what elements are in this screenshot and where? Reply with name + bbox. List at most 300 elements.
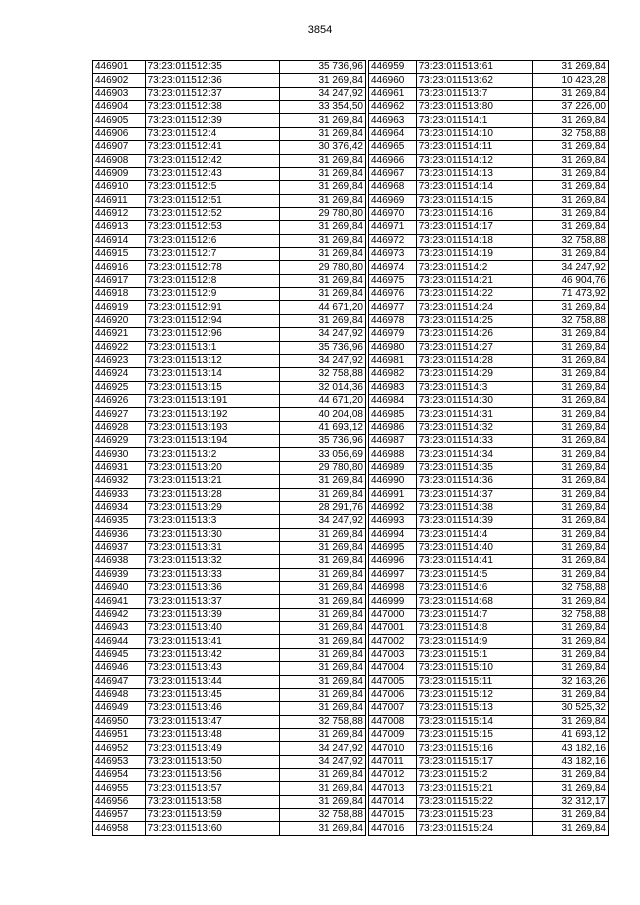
row-number-cell: 446923 [93,354,146,367]
cadastral-number-cell: 73:23:011513:2 [145,448,280,461]
table-row [369,822,609,835]
cadastral-number-cell: 73:23:011512:6 [145,234,280,247]
value-cell: 31 269,84 [280,782,366,795]
table-row [369,141,609,154]
value-cell: 31 269,84 [280,555,366,568]
row-number-cell: 447005 [369,675,417,688]
cadastral-number-cell: 73:23:011513:7 [416,87,532,100]
row-number-cell: 447011 [369,755,417,768]
value-cell: 31 269,84 [280,648,366,661]
table-row [369,408,609,421]
value-cell: 31 269,84 [533,475,609,488]
row-number-cell: 446966 [369,154,417,167]
cadastral-number-cell: 73:23:011514:33 [416,435,532,448]
cadastral-number-cell: 73:23:011512:36 [145,74,280,87]
cadastral-number-cell: 73:23:011512:42 [145,154,280,167]
row-number-cell: 446940 [93,582,146,595]
value-cell: 32 758,88 [280,715,366,728]
table-row [93,421,366,434]
value-cell: 31 269,84 [533,662,609,675]
row-number-cell: 446932 [93,475,146,488]
row-number-cell: 446948 [93,688,146,701]
table-row [369,702,609,715]
value-cell: 33 354,50 [280,101,366,114]
table-row [369,728,609,741]
table-row [93,328,366,341]
row-number-cell: 446991 [369,488,417,501]
cadastral-number-cell: 73:23:011512:53 [145,221,280,234]
table-row [93,261,366,274]
row-number-cell: 446908 [93,154,146,167]
cadastral-number-cell: 73:23:011513:3 [145,515,280,528]
value-cell: 31 269,84 [280,608,366,621]
table-row [369,515,609,528]
row-number-cell: 446962 [369,101,417,114]
value-cell: 31 269,84 [533,595,609,608]
table-row [93,154,366,167]
table-row [369,435,609,448]
cadastral-number-cell: 73:23:011514:28 [416,354,532,367]
row-number-cell: 446981 [369,354,417,367]
table-row [93,728,366,741]
table-row [93,448,366,461]
cadastral-number-cell: 73:23:011513:56 [145,769,280,782]
table-row [93,755,366,768]
cadastral-number-cell: 73:23:011513:80 [416,101,532,114]
table-row [369,475,609,488]
table-row [369,568,609,581]
cadastral-number-cell: 73:23:011515:15 [416,728,532,741]
cadastral-number-cell: 73:23:011512:96 [145,328,280,341]
cadastral-number-cell: 73:23:011513:15 [145,381,280,394]
table-row [369,354,609,367]
cadastral-number-cell: 73:23:011512:7 [145,248,280,261]
table-row [369,114,609,127]
cadastral-number-cell: 73:23:011514:7 [416,608,532,621]
value-cell: 31 269,84 [280,568,366,581]
value-cell: 31 269,84 [280,675,366,688]
value-cell: 31 269,84 [280,114,366,127]
row-number-cell: 446942 [93,608,146,621]
table-row [369,261,609,274]
value-cell: 32 312,17 [533,795,609,808]
cadastral-number-cell: 73:23:011515:2 [416,769,532,782]
value-cell: 31 269,84 [533,167,609,180]
row-number-cell: 447007 [369,702,417,715]
cadastral-number-cell: 73:23:011514:21 [416,274,532,287]
value-cell: 31 269,84 [533,381,609,394]
table-row [369,248,609,261]
value-cell: 40 204,08 [280,408,366,421]
row-number-cell: 446945 [93,648,146,661]
row-number-cell: 446926 [93,394,146,407]
cadastral-number-cell: 73:23:011514:12 [416,154,532,167]
table-row [369,608,609,621]
cadastral-number-cell: 73:23:011515:22 [416,795,532,808]
row-number-cell: 446958 [93,822,146,835]
value-cell: 31 269,84 [280,688,366,701]
value-cell: 31 269,84 [280,822,366,835]
cadastral-number-cell: 73:23:011513:20 [145,461,280,474]
table-row [369,207,609,220]
value-cell: 31 269,84 [280,635,366,648]
row-number-cell: 447001 [369,622,417,635]
row-number-cell: 447008 [369,715,417,728]
row-number-cell: 446957 [93,809,146,822]
table-row [93,87,366,100]
row-number-cell: 446969 [369,194,417,207]
value-cell: 31 269,84 [280,221,366,234]
value-cell: 34 247,92 [280,515,366,528]
cadastral-number-cell: 73:23:011514:36 [416,475,532,488]
value-cell: 31 269,84 [533,769,609,782]
table-row [369,715,609,728]
value-cell: 32 758,88 [533,234,609,247]
row-number-cell: 447000 [369,608,417,621]
row-number-cell: 446965 [369,141,417,154]
cadastral-number-cell: 73:23:011514:14 [416,181,532,194]
row-number-cell: 446903 [93,87,146,100]
value-cell: 31 269,84 [533,488,609,501]
table-row [93,608,366,621]
table-row [369,688,609,701]
value-cell: 31 269,84 [533,688,609,701]
cadastral-number-cell: 73:23:011514:39 [416,515,532,528]
table-row [369,87,609,100]
value-cell: 34 247,92 [280,354,366,367]
row-number-cell: 446909 [93,167,146,180]
value-cell: 31 269,84 [533,248,609,261]
table-row [369,795,609,808]
table-row [369,622,609,635]
value-cell: 31 269,84 [280,541,366,554]
row-number-cell: 447015 [369,809,417,822]
table-row [93,435,366,448]
value-cell: 30 376,42 [280,141,366,154]
value-cell: 34 247,92 [280,87,366,100]
row-number-cell: 446941 [93,595,146,608]
row-number-cell: 446961 [369,87,417,100]
cadastral-number-cell: 73:23:011513:32 [145,555,280,568]
table-row [93,194,366,207]
row-number-cell: 446992 [369,501,417,514]
row-number-cell: 446947 [93,675,146,688]
row-number-cell: 446998 [369,582,417,595]
value-cell: 34 247,92 [280,742,366,755]
row-number-cell: 446912 [93,207,146,220]
cadastral-number-cell: 73:23:011514:31 [416,408,532,421]
cadastral-number-cell: 73:23:011514:2 [416,261,532,274]
table-row [369,314,609,327]
cadastral-number-cell: 73:23:011513:21 [145,475,280,488]
value-cell: 31 269,84 [533,394,609,407]
row-number-cell: 446915 [93,248,146,261]
cadastral-number-cell: 73:23:011513:61 [416,61,532,74]
cadastral-number-cell: 73:23:011515:14 [416,715,532,728]
cadastral-number-cell: 73:23:011514:9 [416,635,532,648]
row-number-cell: 447016 [369,822,417,835]
row-number-cell: 446982 [369,368,417,381]
table-row [369,582,609,595]
value-cell: 31 269,84 [533,461,609,474]
value-cell: 31 269,84 [533,194,609,207]
value-cell: 32 758,88 [280,809,366,822]
table-row [93,394,366,407]
row-number-cell: 446987 [369,435,417,448]
row-number-cell: 447004 [369,662,417,675]
row-number-cell: 446979 [369,328,417,341]
row-number-cell: 446938 [93,555,146,568]
cadastral-number-cell: 73:23:011513:39 [145,608,280,621]
value-cell: 30 525,32 [533,702,609,715]
row-number-cell: 446952 [93,742,146,755]
table-row [369,234,609,247]
value-cell: 31 269,84 [533,341,609,354]
cadastral-number-cell: 73:23:011513:28 [145,488,280,501]
table-row [369,769,609,782]
row-number-cell: 446917 [93,274,146,287]
row-number-cell: 446936 [93,528,146,541]
row-number-cell: 446997 [369,568,417,581]
row-number-cell: 446944 [93,635,146,648]
value-cell: 31 269,84 [533,448,609,461]
row-number-cell: 446901 [93,61,146,74]
value-cell: 31 269,84 [280,127,366,140]
value-cell: 32 758,88 [533,127,609,140]
cadastral-number-cell: 73:23:011513:1 [145,341,280,354]
value-cell: 31 269,84 [533,782,609,795]
table-row [369,528,609,541]
value-cell: 32 758,88 [533,608,609,621]
row-number-cell: 446906 [93,127,146,140]
cadastral-number-cell: 73:23:011514:27 [416,341,532,354]
row-number-cell: 446920 [93,314,146,327]
table-row [93,127,366,140]
cadastral-number-cell: 73:23:011514:18 [416,234,532,247]
row-number-cell: 446959 [369,61,417,74]
value-cell: 33 056,69 [280,448,366,461]
cadastral-number-cell: 73:23:011515:10 [416,662,532,675]
row-number-cell: 446953 [93,755,146,768]
row-number-cell: 446989 [369,461,417,474]
table-row [369,555,609,568]
cadastral-number-cell: 73:23:011512:39 [145,114,280,127]
row-number-cell: 446929 [93,435,146,448]
value-cell: 44 671,20 [280,301,366,314]
cadastral-number-cell: 73:23:011514:5 [416,568,532,581]
table-row [369,181,609,194]
value-cell: 31 269,84 [280,314,366,327]
row-number-cell: 446904 [93,101,146,114]
row-number-cell: 447009 [369,728,417,741]
cadastral-number-cell: 73:23:011514:6 [416,582,532,595]
cadastral-number-cell: 73:23:011513:40 [145,622,280,635]
value-cell: 29 780,80 [280,261,366,274]
table-row [93,181,366,194]
value-cell: 31 269,84 [533,61,609,74]
cadastral-number-cell: 73:23:011514:29 [416,368,532,381]
value-cell: 41 693,12 [533,728,609,741]
table-row [93,515,366,528]
table-row [93,702,366,715]
value-cell: 43 182,16 [533,742,609,755]
cadastral-number-cell: 73:23:011513:14 [145,368,280,381]
row-number-cell: 446924 [93,368,146,381]
value-cell: 34 247,92 [280,755,366,768]
table-row [93,782,366,795]
table-row [93,555,366,568]
cadastral-number-cell: 73:23:011514:19 [416,248,532,261]
table-row [93,461,366,474]
cadastral-number-cell: 73:23:011515:23 [416,809,532,822]
value-cell: 31 269,84 [533,328,609,341]
value-cell: 32 163,26 [533,675,609,688]
table-row [93,381,366,394]
value-cell: 31 269,84 [533,809,609,822]
cadastral-number-cell: 73:23:011514:41 [416,555,532,568]
table-row [369,167,609,180]
row-number-cell: 446927 [93,408,146,421]
cadastral-number-cell: 73:23:011514:11 [416,141,532,154]
value-cell: 31 269,84 [280,74,366,87]
value-cell: 31 269,84 [280,274,366,287]
table-row [93,635,366,648]
value-cell: 31 269,84 [533,408,609,421]
cadastral-number-cell: 73:23:011513:192 [145,408,280,421]
row-number-cell: 446970 [369,207,417,220]
table-row [93,568,366,581]
value-cell: 31 269,84 [280,622,366,635]
value-cell: 32 758,88 [533,582,609,595]
table-row [93,822,366,835]
cadastral-number-cell: 73:23:011514:16 [416,207,532,220]
value-cell: 31 269,84 [533,555,609,568]
cadastral-number-cell: 73:23:011514:8 [416,622,532,635]
table-row [369,782,609,795]
value-cell: 31 269,84 [280,702,366,715]
cadastral-number-cell: 73:23:011513:46 [145,702,280,715]
value-cell: 31 269,84 [280,248,366,261]
row-number-cell: 446931 [93,461,146,474]
cadastral-number-cell: 73:23:011514:17 [416,221,532,234]
row-number-cell: 446995 [369,541,417,554]
row-number-cell: 446933 [93,488,146,501]
row-number-cell: 446975 [369,274,417,287]
value-cell: 31 269,84 [533,368,609,381]
cadastral-number-cell: 73:23:011512:51 [145,194,280,207]
cadastral-number-cell: 73:23:011512:4 [145,127,280,140]
table-row [93,648,366,661]
row-number-cell: 446921 [93,328,146,341]
value-cell: 31 269,84 [533,528,609,541]
value-cell: 71 473,92 [533,288,609,301]
value-cell: 31 269,84 [533,141,609,154]
register-table-left [92,60,366,836]
value-cell: 31 269,84 [533,154,609,167]
cadastral-number-cell: 73:23:011515:11 [416,675,532,688]
value-cell: 35 736,96 [280,341,366,354]
row-number-cell: 446902 [93,74,146,87]
row-number-cell: 446971 [369,221,417,234]
cadastral-number-cell: 73:23:011514:68 [416,595,532,608]
table-row [369,541,609,554]
value-cell: 31 269,84 [533,568,609,581]
row-number-cell: 446943 [93,622,146,635]
cadastral-number-cell: 73:23:011513:50 [145,755,280,768]
cadastral-number-cell: 73:23:011515:17 [416,755,532,768]
value-cell: 32 758,88 [280,368,366,381]
table-row [93,167,366,180]
value-cell: 10 423,28 [533,74,609,87]
table-row [369,394,609,407]
value-cell: 31 269,84 [533,181,609,194]
value-cell: 31 269,84 [280,528,366,541]
register-table-right [368,60,609,836]
cadastral-number-cell: 73:23:011513:43 [145,662,280,675]
table-row [369,595,609,608]
cadastral-number-cell: 73:23:011515:1 [416,648,532,661]
table-row [93,61,366,74]
value-cell: 43 182,16 [533,755,609,768]
value-cell: 31 269,84 [533,221,609,234]
row-number-cell: 446996 [369,555,417,568]
table-row [93,715,366,728]
value-cell: 31 269,84 [533,114,609,127]
value-cell: 31 269,84 [533,421,609,434]
table-row [93,742,366,755]
row-number-cell: 446990 [369,475,417,488]
cadastral-number-cell: 73:23:011515:24 [416,822,532,835]
cadastral-number-cell: 73:23:011512:52 [145,207,280,220]
value-cell: 31 269,84 [280,795,366,808]
cadastral-number-cell: 73:23:011512:43 [145,167,280,180]
row-number-cell: 446984 [369,394,417,407]
table-row [369,301,609,314]
value-cell: 31 269,84 [280,488,366,501]
table-row [93,288,366,301]
cadastral-number-cell: 73:23:011513:47 [145,715,280,728]
row-number-cell: 447013 [369,782,417,795]
table-row [369,501,609,514]
row-number-cell: 446986 [369,421,417,434]
row-number-cell: 446907 [93,141,146,154]
row-number-cell: 446954 [93,769,146,782]
cadastral-number-cell: 73:23:011515:13 [416,702,532,715]
cadastral-number-cell: 73:23:011513:42 [145,648,280,661]
table-row [369,194,609,207]
value-cell: 34 247,92 [533,261,609,274]
cadastral-number-cell: 73:23:011513:30 [145,528,280,541]
value-cell: 31 269,84 [280,475,366,488]
table-row [93,809,366,822]
row-number-cell: 446930 [93,448,146,461]
table-row [93,301,366,314]
value-cell: 31 269,84 [280,288,366,301]
table-row [369,675,609,688]
value-cell: 31 269,84 [533,435,609,448]
cadastral-number-cell: 73:23:011512:5 [145,181,280,194]
row-number-cell: 446950 [93,715,146,728]
row-number-cell: 446946 [93,662,146,675]
value-cell: 35 736,96 [280,61,366,74]
table-row [369,488,609,501]
row-number-cell: 446988 [369,448,417,461]
value-cell: 31 269,84 [280,194,366,207]
value-cell: 31 269,84 [280,595,366,608]
row-number-cell: 447003 [369,648,417,661]
cadastral-number-cell: 73:23:011513:49 [145,742,280,755]
cadastral-number-cell: 73:23:011512:91 [145,301,280,314]
